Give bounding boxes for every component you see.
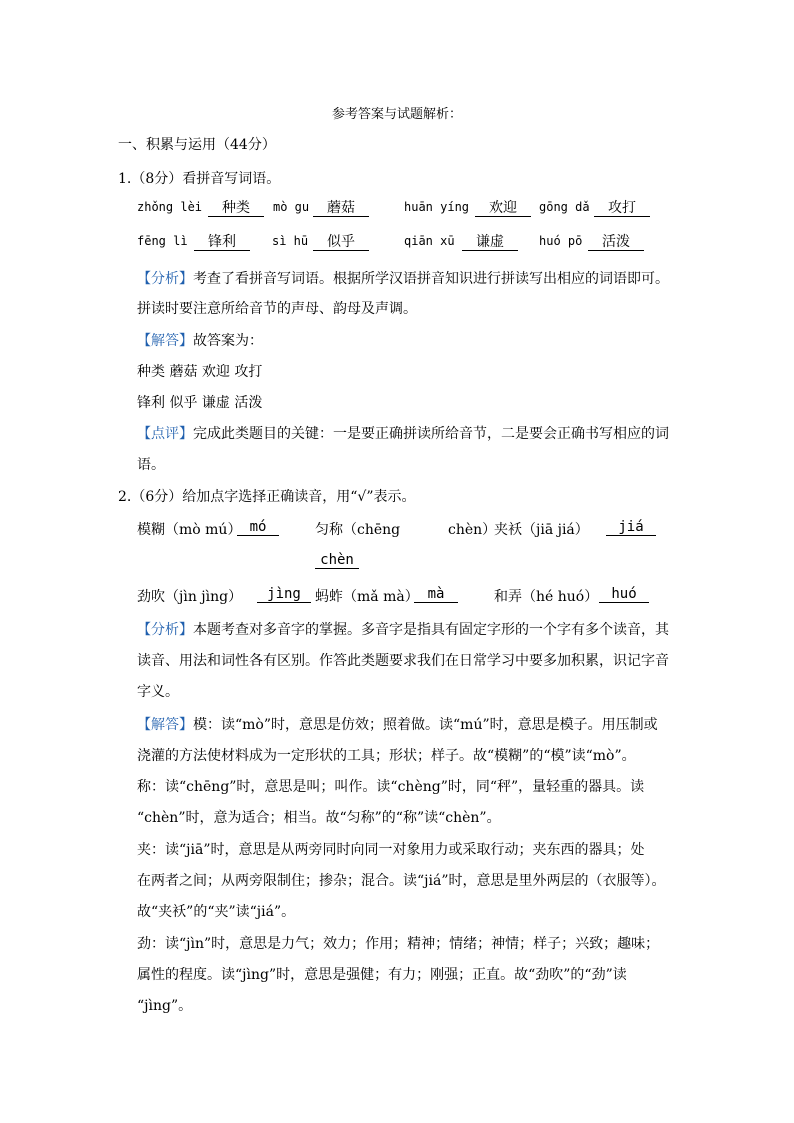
answer-blank: 欢迎 — [475, 200, 531, 217]
comment-line: 语。 — [137, 457, 165, 473]
answer-paragraph: 【解答】故答案为： — [137, 333, 263, 349]
pinyin-row-2 — [0, 234, 794, 254]
answer-blank: jìng — [257, 586, 311, 603]
word-item: 和弄（hé huó） — [494, 589, 599, 605]
answer-line: “chèn”时，意为适合；相当。故“匀称”的“称”读“chèn”。 — [137, 810, 501, 826]
answer-line: 故“夹袄”的“夹”读“jiá”。 — [137, 904, 296, 920]
comment-tag: 【点评】 — [137, 426, 193, 442]
word-item: 模糊（mò mú） — [137, 522, 242, 538]
comment-paragraph: 【点评】完成此类题目的关键：一是要正确拼读所给音节，二是要会正确书写相应的词 — [137, 426, 669, 442]
question-2-stem: 2.（6分）给加点字选择正确读音，用“√”表示。 — [118, 489, 416, 505]
page-title: 参考答案与试题解析： — [331, 107, 462, 122]
answer-line: 在两者之间；从两旁限制住；掺杂；混合。读“jiá”时，意思是里外两层的（衣服等）。 — [137, 873, 666, 889]
analysis-tag: 【分析】 — [137, 271, 193, 287]
answer-line: 称：读“chēng”时，意思是叫；叫作。读“chèng”时，同“秤”，量轻重的器具。读 — [137, 779, 645, 795]
pinyin: sì hū — [272, 234, 309, 248]
answer-line: 浇灌的方法使材料成为一定形状的工具；形状；样子。故“模糊”的“模”读“mò”。 — [137, 748, 636, 764]
answer-tag: 【解答】 — [137, 333, 193, 349]
answer-line: 夹：读“jiā”时，意思是从两旁同时向同一对象用力或采取行动；夹东西的器具；处 — [137, 842, 645, 858]
answer-line: “jìng”。 — [137, 998, 193, 1014]
answer-line: 属性的程度。读“jìng”时，意思是强健；有力；刚强；正直。故“劲吹”的“劲”读 — [137, 967, 627, 983]
pinyin: huó pō — [539, 234, 583, 248]
analysis-paragraph: 【分析】考查了看拼音写词语。根据所学汉语拼音知识进行拼读写出相应的词语即可。 — [137, 271, 669, 287]
answer-blank: mà — [414, 586, 458, 603]
section-heading: 一、积累与运用（44分） — [118, 137, 276, 153]
answer-blank: 活泼 — [588, 234, 644, 251]
answer-blank: 似乎 — [313, 234, 369, 251]
answer-tag: 【解答】 — [137, 717, 193, 733]
word-item: 劲吹（jìn jìng） — [137, 589, 243, 605]
answer-line: 锋利 似乎 谦虚 活泼 — [137, 395, 263, 411]
word-item: 蚂蚱（mǎ mà） — [315, 589, 419, 605]
analysis-tag: 【分析】 — [137, 622, 193, 638]
answer-blank: jiá — [606, 519, 656, 536]
reading-row-2 — [0, 586, 794, 606]
pinyin: mò gu — [273, 200, 310, 214]
pinyin: qiān xū — [404, 234, 455, 248]
analysis-paragraph: 【分析】本题考查对多音字的掌握。多音字是指具有固定字形的一个字有多个读音，其 — [137, 622, 669, 638]
pinyin: zhǒng lèi — [137, 200, 203, 214]
answer-blank: 蘑菇 — [313, 200, 369, 217]
word-item: chèn） — [448, 522, 497, 538]
analysis-line: 读音、用法和词性各有区别。作答此类题要求我们在日常学习中要多加积累，识记字音 — [137, 653, 669, 669]
question-1-stem: 1.（8分）看拼音写词语。 — [118, 171, 281, 187]
analysis-line: 拼读时要注意所给音节的声母、韵母及声调。 — [137, 301, 417, 317]
pinyin: fēng lì — [137, 234, 188, 248]
pinyin-row-1 — [0, 200, 794, 220]
answer-blank: 锋利 — [194, 234, 250, 251]
reading-row-1 — [0, 519, 794, 539]
answer-paragraph: 【解答】模：读“mò”时，意思是仿效；照着做。读“mú”时，意思是模子。用压制或 — [137, 717, 658, 733]
answer-blank: 攻打 — [594, 200, 650, 217]
pinyin: huān yíng — [404, 200, 470, 214]
answer-blank: 谦虚 — [462, 234, 518, 251]
answer-blank: huó — [599, 586, 649, 603]
word-item: 匀称（chēng — [315, 522, 401, 538]
answer-blank: chèn — [315, 552, 359, 569]
answer-blank: 种类 — [208, 200, 264, 217]
analysis-line: 字义。 — [137, 684, 179, 700]
word-item: 夹袄（jiā jiá） — [494, 522, 589, 538]
pinyin: gōng dǎ — [539, 200, 590, 214]
answer-blank: mó — [237, 519, 279, 536]
answer-line: 种类 蘑菇 欢迎 攻打 — [137, 364, 263, 380]
answer-line: 劲：读“jìn”时，意思是力气；效力；作用；精神；情绪；神情；样子；兴致；趣味； — [137, 936, 660, 952]
